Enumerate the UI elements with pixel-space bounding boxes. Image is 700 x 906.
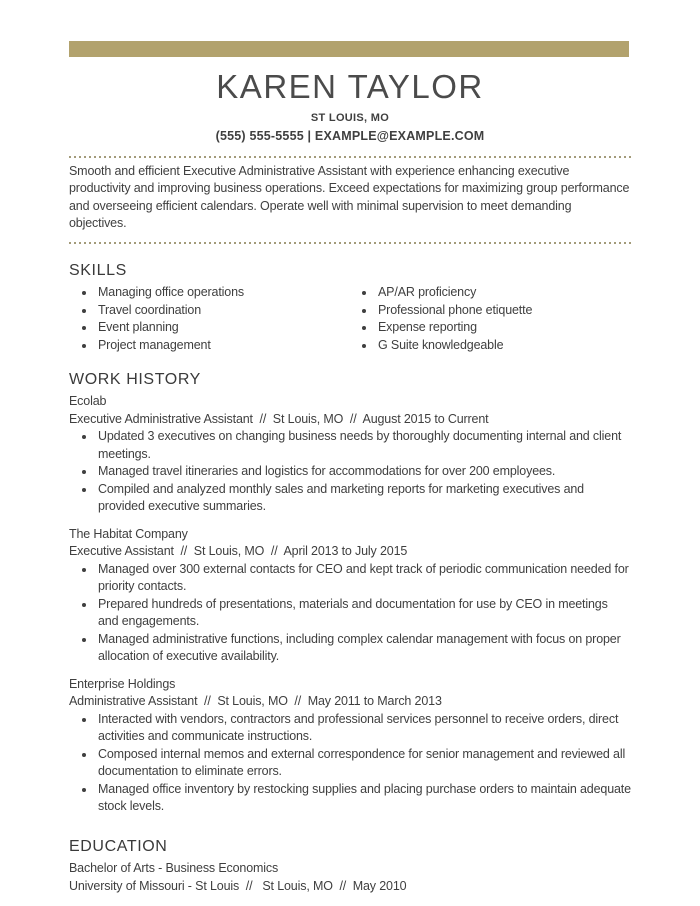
skill-item: • Expense reporting xyxy=(376,319,631,337)
summary-divider-top xyxy=(69,156,631,158)
job-bullet: • Managed office inventory by restocking supplies and placing purchase orders to maintain adequate stock levels. xyxy=(96,781,631,816)
company-name: Enterprise Holdings xyxy=(69,676,176,691)
company-name: Ecolab xyxy=(69,394,107,409)
job-entry xyxy=(69,676,631,816)
skill-item: • Project management xyxy=(96,337,349,355)
job-title-line: Executive Administrative Assistant // St Louis, MO // August 2015 to Current xyxy=(69,411,489,426)
job-bullet: • Managed over 300 external contacts for CEO and kept track of periodic communication needed for priority contacts. xyxy=(96,561,631,596)
job-bullet: • Managed travel itineraries and logistics for accommodations for over 200 employees. xyxy=(96,463,631,481)
skills-list-right xyxy=(349,284,631,354)
degree-text: Bachelor of Arts - Business Economics xyxy=(69,861,279,875)
work-history-heading: WORK HISTORY xyxy=(69,371,201,389)
skill-item: • G Suite knowledgeable xyxy=(376,337,631,355)
resume-header xyxy=(69,68,631,143)
summary-text: Smooth and efficient Executive Administrative Assistant with experience enhancing executive productivity and improving business operations. Exceed expectations for maximizing group performance and overseeing efficient calendars. Operate well with minimal supervision to meet demanding objectives. xyxy=(69,163,630,231)
skills-section xyxy=(69,261,631,354)
summary-divider-bottom xyxy=(69,242,631,244)
work-history-section xyxy=(69,370,631,816)
job-entry xyxy=(69,526,631,666)
job-title-line: Executive Assistant // St Louis, MO // April 2013 to July 2015 xyxy=(69,544,408,559)
job-entry xyxy=(69,393,631,516)
skill-item: • Managing office operations xyxy=(96,284,349,302)
job-bullet-list xyxy=(69,711,631,816)
job-bullet: • Updated 3 executives on changing business needs by thoroughly documenting internal and client meetings. xyxy=(96,428,631,463)
skills-columns xyxy=(69,284,631,354)
job-bullet-list xyxy=(69,428,631,516)
job-title-line: Administrative Assistant // St Louis, MO // May 2011 to March 2013 xyxy=(69,694,442,709)
education-section xyxy=(69,837,631,895)
job-bullet: • Composed internal memos and external correspondence for senior management and reviewed all documentation to eliminate errors. xyxy=(96,746,631,781)
skill-item: • Event planning xyxy=(96,319,349,337)
skills-list-left xyxy=(69,284,349,354)
skill-item: • Travel coordination xyxy=(96,302,349,320)
job-bullet-list xyxy=(69,561,631,666)
skills-heading: SKILLS xyxy=(69,261,127,279)
job-bullet: • Interacted with vendors, contractors and professional services personnel to receive orders, direct activities and communicate instructions. xyxy=(96,711,631,746)
skill-item: • Professional phone etiquette xyxy=(376,302,631,320)
school-line: University of Missouri - St Louis // St Louis, MO // May 2010 xyxy=(69,878,407,893)
person-name: KAREN TAYLOR xyxy=(216,68,484,105)
job-bullet: • Prepared hundreds of presentations, materials and documentation for use by CEO in meetings and engagements. xyxy=(96,596,631,631)
accent-bar xyxy=(69,41,629,57)
job-bullet: • Managed administrative functions, including complex calendar management with focus on proper allocation of executive availability. xyxy=(96,631,631,666)
education-heading: EDUCATION xyxy=(69,837,168,855)
skill-item: • AP/AR proficiency xyxy=(376,284,631,302)
company-name: The Habitat Company xyxy=(69,526,188,541)
location-text: ST LOUIS, MO xyxy=(310,111,390,124)
contact-text: (555) 555-5555 | EXAMPLE@EXAMPLE.COM xyxy=(215,128,485,143)
job-bullet: • Compiled and analyzed monthly sales and marketing reports for marketing executives and provided executive summaries. xyxy=(96,481,631,516)
